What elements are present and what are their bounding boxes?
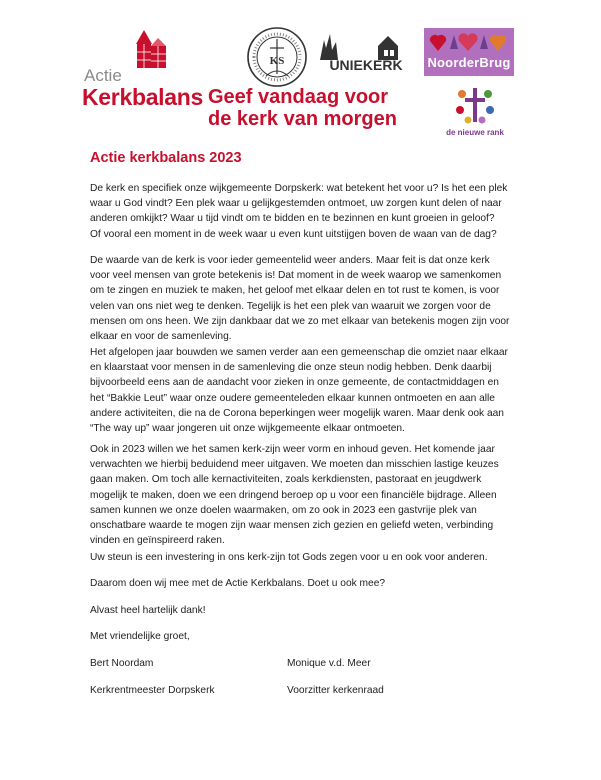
text-line: en klaarstaat voor mensen in de samenleving die onze steun nodig hebben. Denk daarbij: [90, 362, 492, 374]
signature-name-2: Monique v.d. Meer: [287, 658, 371, 669]
paragraph-2: [90, 253, 530, 344]
text-line: Uw steun is een investering in ons kerk-zijn tot Gods zegen voor u en ook voor anderen.: [90, 552, 488, 563]
text-line: De kerk en specifiek onze wijkgemeente Dorpskerk: wat betekent het voor u? Is het een plek: [90, 183, 508, 194]
text-line: velen van ons niet weg te denken. Tegelijk is het een plek van waaruit we zorgen voor de: [90, 300, 491, 312]
text-line: “The way up” waar jongeren uit onze wijkgemeente elkaar ontmoeten.: [90, 423, 405, 435]
actie-kerkbalans-logo: [74, 30, 204, 112]
text-line: bijvoorbeeld eens aan de aandacht voor zieken in onze gemeente, de contactmiddagen en: [90, 377, 499, 389]
hearts-icon: [428, 31, 510, 53]
text-line: voor veel mensen van grote betekenis is! Dat moment in de week waarop we samenkomen: [90, 270, 502, 282]
slogan-line-2: de kerk van morgen: [208, 108, 397, 130]
uniekerk-label: UNIEKERK: [329, 57, 403, 73]
text-line: om te zingen en muziek te maken, het geloof met elkaar delen en tot rust te komen, is voor: [90, 285, 500, 297]
vine-cross-icon: [440, 86, 510, 128]
letter-title: Actie kerkbalans 2023: [90, 150, 242, 166]
text-line: gaan maken. Om toch alle kernactiviteiten, zoals kerkdiensten, pastoraat en jeugdwerk: [90, 474, 482, 486]
noorderbrug-logo: [424, 28, 514, 76]
paragraph-6: [90, 576, 530, 591]
noorderbrug-label: NoorderBrug: [427, 55, 511, 70]
text-line: mogelijk te maken, doen we een dringend beroep op u voor een financiële bijdrage. Alleen: [90, 489, 497, 501]
church-icon: [130, 30, 166, 68]
text-line: waar u God vindt? Een plek waar u gelijkgestemden ontmoet, uw zorgen kunt delen of naar: [90, 198, 502, 210]
paragraph-1: [90, 181, 530, 242]
logo-word-kerkbalans: Kerkbalans: [82, 84, 204, 110]
text-line: Daarom doen wij mee met de Actie Kerkbalans. Doet u ook mee?: [90, 578, 386, 589]
text-line: Alvast heel hartelijk dank!: [90, 605, 206, 616]
logo-word-actie: Actie: [84, 66, 122, 85]
paragraph-7: [90, 603, 530, 618]
signature-role-1: Kerkrentmeester Dorpskerk: [90, 685, 215, 696]
text-line: elkaar en voor de samenleving.: [90, 331, 232, 343]
nieuwe-rank-logo: [440, 86, 510, 142]
dorpskerk-seal-logo: [246, 26, 308, 88]
paragraph-5: [90, 550, 530, 565]
text-line: onschatbare waarde te mogen zijn waar mensen zich gezien en geliefd weten, verbinding: [90, 520, 494, 532]
signature-name-1: Bert Noordam: [90, 658, 154, 669]
text-line: Het afgelopen jaar bouwden we samen verder aan een gemeenschap die omziet naar elkaar: [90, 347, 508, 358]
text-line: andere activiteiten, die na de Corona beperkingen weer mogelijk waren. Maar denk ook aan: [90, 407, 504, 419]
seal-icon: [246, 26, 308, 88]
nieuwe-rank-label: de nieuwe rank: [446, 128, 504, 137]
text-line: verwachten we hierbij beduidend meer uitgaven. We moeten dan misschien lastige keuzes: [90, 459, 499, 471]
slogan: [208, 86, 438, 130]
text-line: mensen om ons heen. We zijn dankbaar dat we zo met elkaar van betekenis mogen zijn voor: [90, 315, 510, 327]
text-line: anderen omkijkt? Waar u tijd vindt om te bidden en te bezinnen en kunt groeien in geloof?: [90, 213, 495, 225]
text-line: samen kunnen we onze doelen waarmaken, om zo ook in 2023 een gastvrije plek van: [90, 504, 477, 516]
paragraph-4: [90, 442, 530, 548]
seal-text: KS: [269, 55, 285, 67]
uniekerk-logo: [318, 30, 410, 74]
text-line: Met vriendelijke groet,: [90, 631, 190, 642]
text-line: het “Bakkie Leut” waar onze oudere gemeenteleden elkaar kunnen ontmoeten en aan alle: [90, 392, 495, 404]
text-line: Ook in 2023 willen we het samen kerk-zijn weer vorm en inhoud geven. Het komende jaar: [90, 444, 495, 455]
text-line: vinden en geïnspireerd raken.: [90, 535, 225, 547]
closing-greeting: [90, 629, 530, 644]
paragraph-3: [90, 345, 530, 436]
slogan-line-1: Geef vandaag voor: [208, 86, 389, 108]
text-line: Of vooral een moment in de week waar u even kunt uitstijgen boven de waan van de dag?: [90, 228, 497, 240]
uniekerk-skyline-icon: [318, 30, 410, 74]
signature-role-2: Voorzitter kerkenraad: [287, 685, 384, 696]
text-line: De waarde van de kerk is voor ieder gemeentelid weer anders. Maar feit is dat onze kerk: [90, 255, 490, 266]
